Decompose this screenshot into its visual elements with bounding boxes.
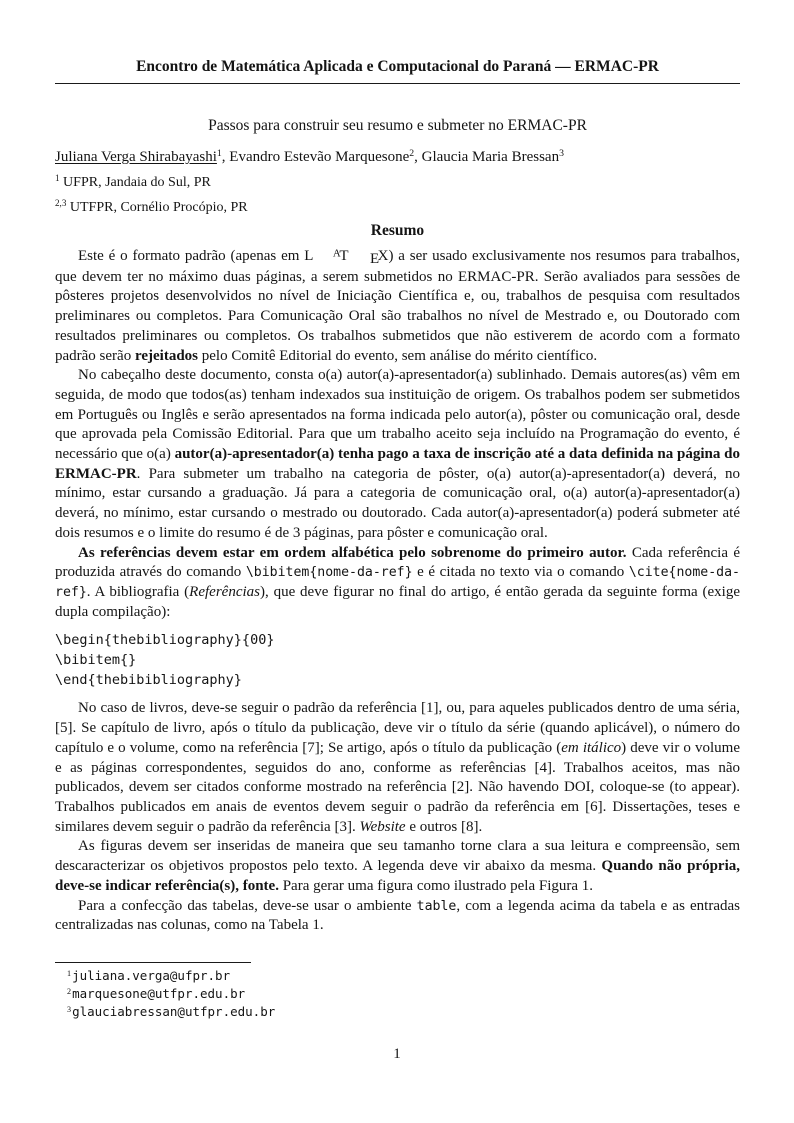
paragraph: Este é o formato padrão (apenas em L AT EX) a ser usado exclusivamente nos resumos para trabalhos, que devem ter no máximo duas páginas, a serem submetidos no ERMAC-PR. Serão avaliados para sessões de pôsteres projetos desenvolvidos no nível de Iniciação Científica e, ou, trabalhos de pesquisa com resultados preliminares ou completos. Para Comunicação Oral são trabalhos no nível de Mestrado e, ou Doutorado com resultados preliminares ou completos. Os trabalhos submetidos que não estiverem de acordo com a formato padrão serão rejeitados pelo Comitê Editorial do evento, sem análise do mérito científico. bbox=[55, 247, 740, 364]
abstract-heading: Resumo bbox=[370, 222, 425, 239]
code-line: \bibitem{} bbox=[55, 652, 137, 669]
affiliation-line-2: $^{2,3}$ UTFPR, Cornélio Procópio, PR bbox=[55, 198, 248, 215]
code-line: \end{thebibibliography} bbox=[55, 671, 242, 688]
paper-title: Passos para construir seu resumo e submeter no ERMAC-PR bbox=[208, 117, 587, 134]
footnote bbox=[55, 1003, 740, 1021]
paragraph: No cabeçalho deste documento, consta o(a) autor(a)-apresentador(a) sublinhado. Demais autores(as) vêm em seguida, de modo que todos(as) tenham indexados sua instituição de origem. Os trabalhos podem ser submetidos em Português ou Inglês e serão apresentados na forma indicada pelo autor(a), pôster ou comunicação oral, desde que aprovada pela Comissão Editorial. Para que um trabalho aceito seja incluído na Programação do evento, é necessário que o(a) autor(a)-apresentador(a) tenha pago a taxa de inscrição até a data definida na página do ERMAC-PR. Para submeter um trabalho na categoria de pôster, o(a) autor(a)-apresentador(a) deverá, no mínimo, estar cursando a graduação. Já para a categoria de comunicação oral, o(a) autor(a)-apresentador(a) deverá, no mínimo, estar cursando o mestrado ou doutorado. Cada autor(a)-apresentador(a) poderá submeter até dois resumos e o limite do resumo é de 3 páginas, para pôster e comunicação oral. bbox=[55, 367, 740, 541]
footnote-email: juliana.verga@ufpr.br bbox=[72, 968, 231, 983]
footnote bbox=[55, 967, 740, 985]
affiliation-line-1: $^1$ UFPR, Jandaia do Sul, PR bbox=[55, 173, 211, 190]
footnote-email: marquesone@utfpr.edu.br bbox=[72, 986, 246, 1001]
footnote-rule bbox=[55, 962, 251, 963]
footnote-marker: 2 bbox=[67, 986, 72, 996]
paragraph: As referências devem estar em ordem alfabética pelo sobrenome do primeiro autor. Cada referência é produzida através do comando \bibitem{nome-da-ref} e é citada no texto via o comando \cite{nome-da-ref}. A bibliografia (Referências), que deve figurar no final do artigo, é então gerada da seguinte forma (exige dupla compilação): bbox=[55, 544, 740, 620]
code-line: \begin{thebibliography}{00} bbox=[55, 632, 275, 649]
footnotes-block bbox=[55, 962, 740, 1021]
footnote-marker: 3 bbox=[67, 1004, 72, 1014]
header-rule bbox=[55, 83, 740, 84]
paragraph: No caso de livros, deve-se seguir o padrão da referência [1], ou, para aqueles publicados dentro de uma séria, [5]. Se capítulo de livro, após o título da publicação, deve vir o título da série (quando aplicável), o número do capítulo e o volume, como na referência [7]; Se artigo, após o título da publicação (em itálico) deve vir o volume e as páginas correspondentes, seguidos do ano, conforme as referências [4]. Trabalhos aceitos, mas não publicados, devem ser citados conforme mostrado na referência [2]. Não havendo DOI, coloque-se (to appear). Trabalhos publicados em anais de eventos devem seguir o padrão da referência em [6]. Dissertações, teses e similares devem seguir o padrão da referência [3]. Website e outros [8]. bbox=[55, 700, 740, 835]
paragraph: Para a confecção das tabelas, deve-se usar o ambiente table, com a legenda acima da tabela e as entradas centralizadas nas colunas, como na Tabela 1. bbox=[55, 897, 740, 934]
paragraph: As figuras devem ser inseridas de maneira que seu tamanho torne clara a sua leitura e compreensão, sem descaracterizar os objetivos propostos pelo texto. A legenda deve vir abaixo da mesma. Quando não própria, deve-se indicar referência(s), fonte. Para gerar uma figura como ilustrado pela Figura 1. bbox=[55, 838, 740, 894]
footnote bbox=[55, 985, 740, 1003]
footnote-email: glauciabressan@utfpr.edu.br bbox=[72, 1004, 276, 1019]
code-block bbox=[55, 631, 740, 690]
author-line: Juliana Verga Shirabayashi$^1$, Evandro Estevão Marquesone$^2$, Glaucia Maria Bressan$^3$ bbox=[55, 148, 564, 165]
footnote-marker: 1 bbox=[67, 968, 72, 978]
page-number: 1 bbox=[393, 1046, 401, 1062]
latex-logo: L AT EX bbox=[304, 247, 389, 267]
running-header-title: Encontro de Matemática Aplicada e Computacional do Paraná — ERMAC-PR bbox=[136, 58, 659, 75]
